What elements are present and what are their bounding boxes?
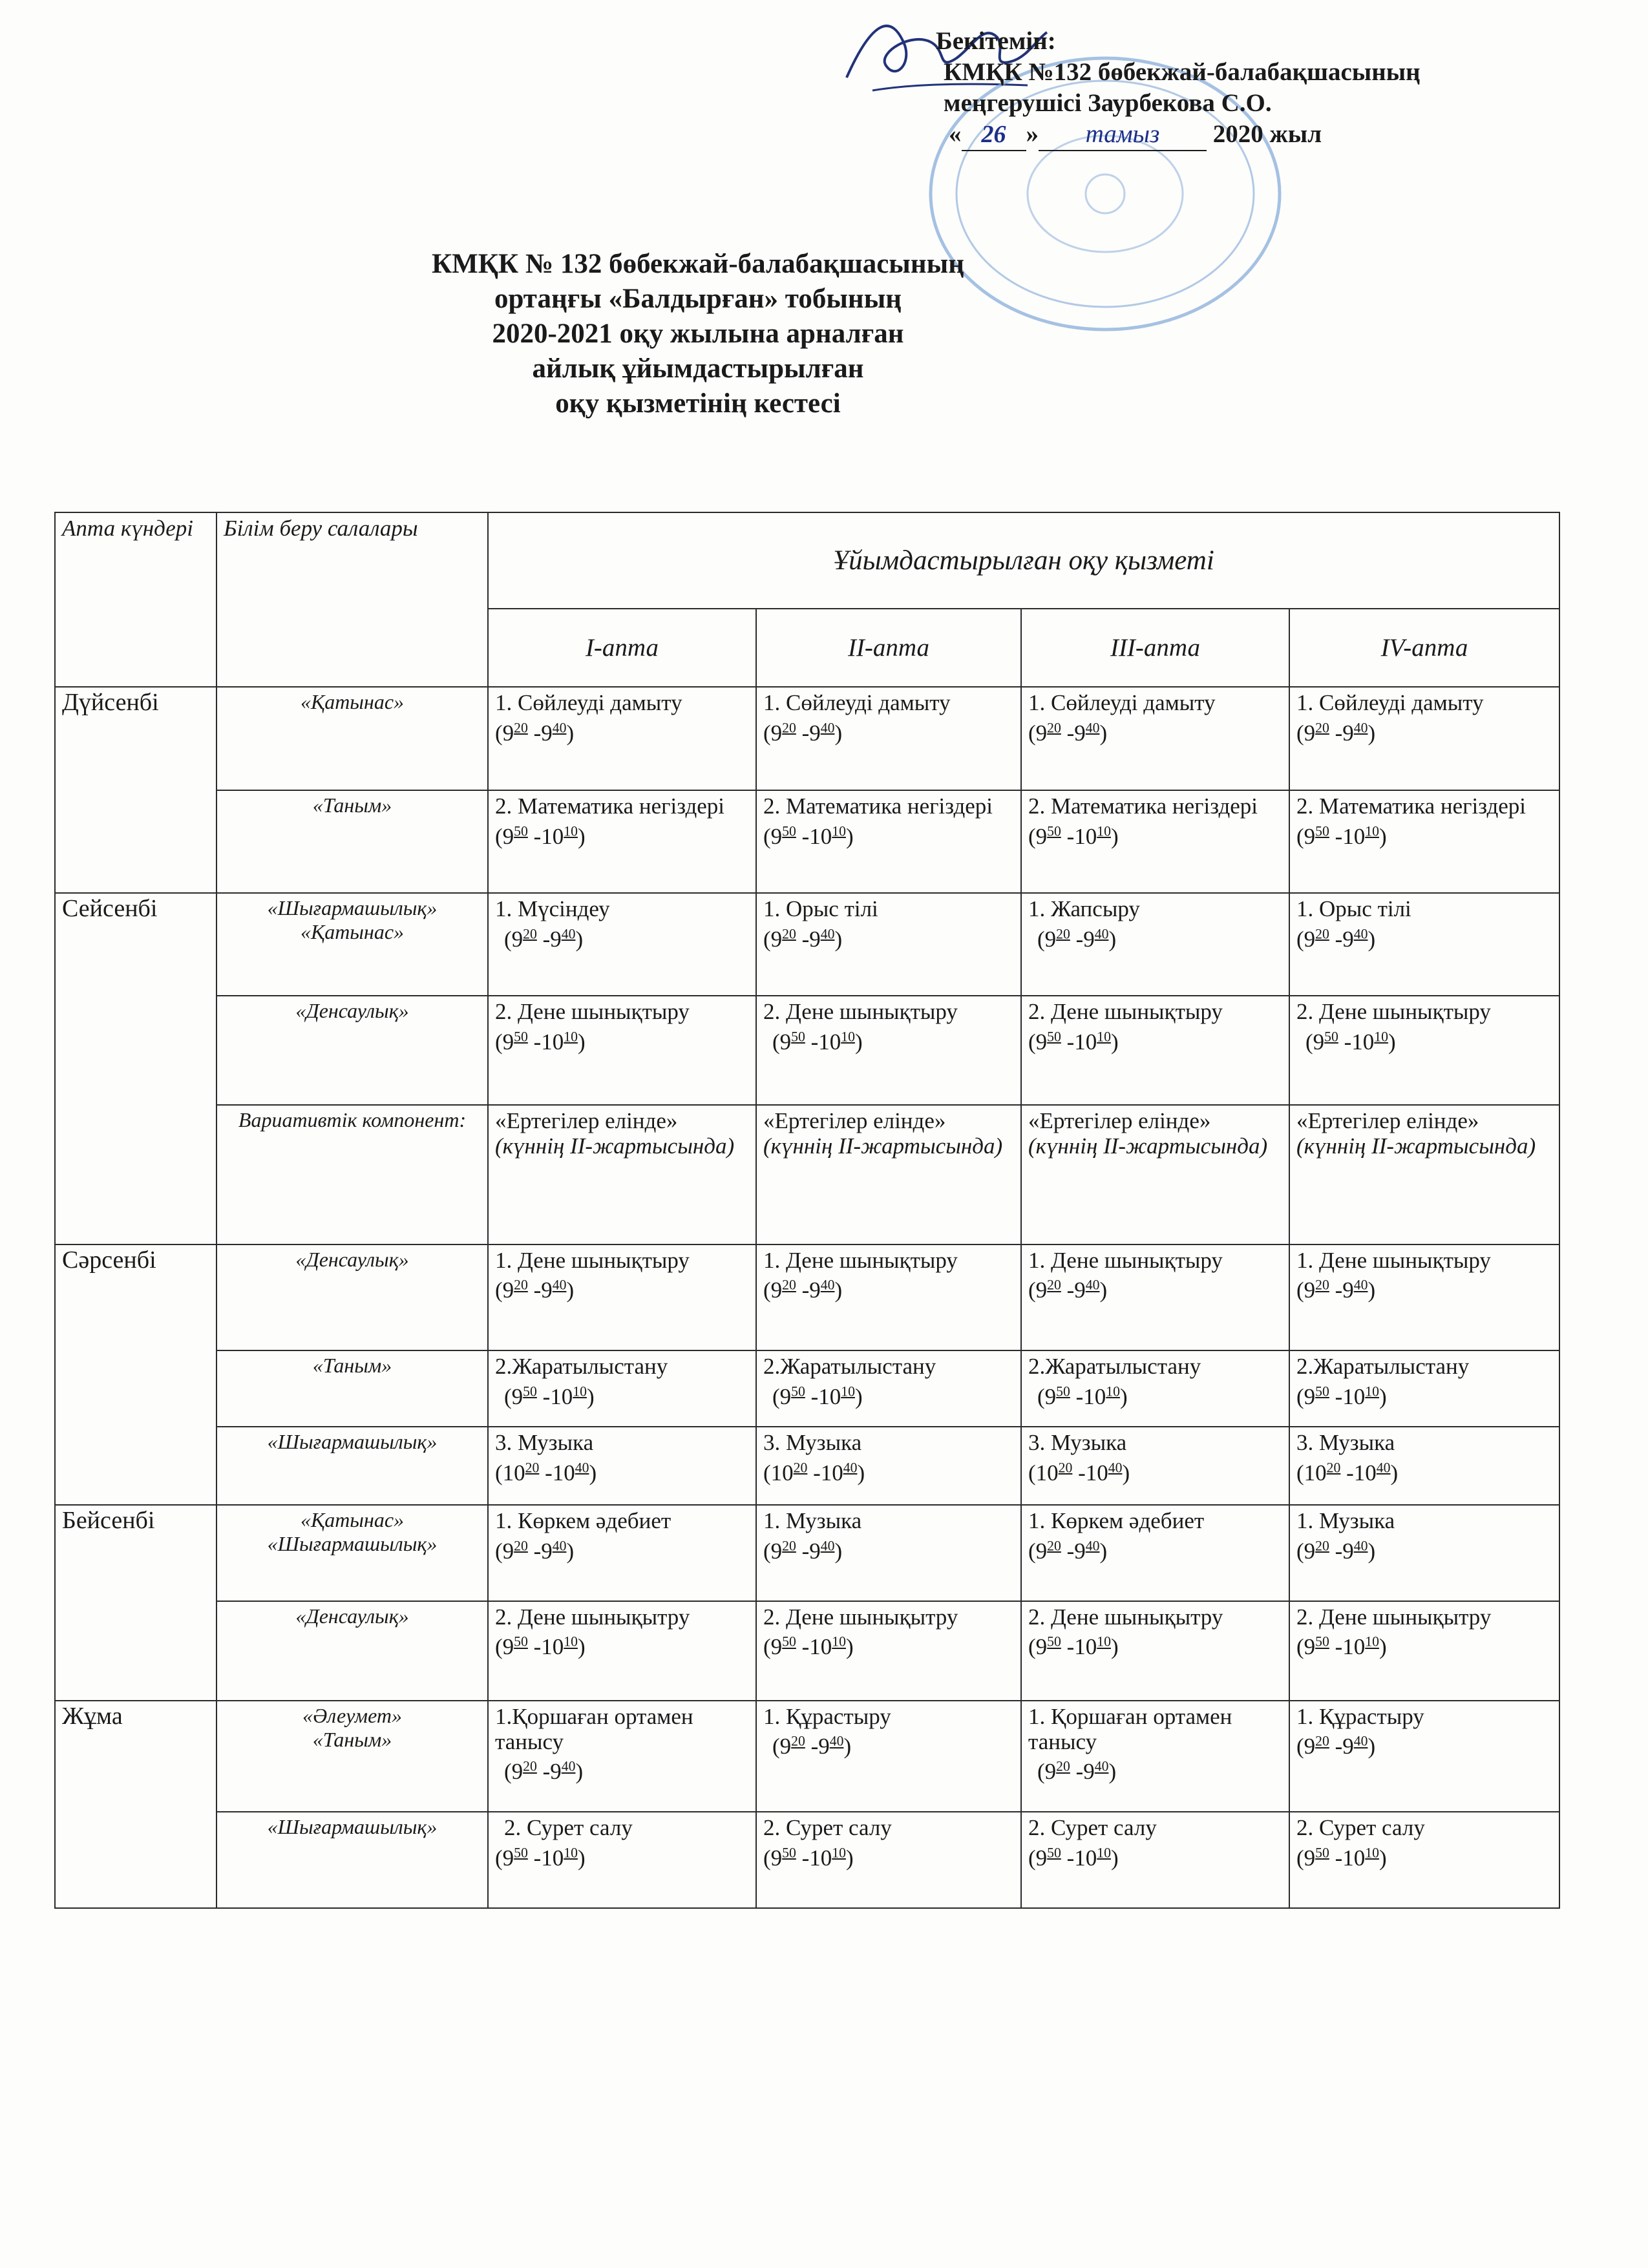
approval-org: КМҚК №132 бөбекжай-балабақшасының [944, 58, 1421, 86]
lesson-cell: 2. Дене шынықытру ($9^{50}$ $-10^{10}$) [488, 1601, 756, 1701]
approval-day: 26 [962, 119, 1026, 151]
lesson-cell: 2. Сурет салу ($9^{50}$ $-10^{10}$) [756, 1812, 1021, 1908]
lesson-cell: 2. Математика негіздері ($9^{50}$ $-10^{10}$) [756, 790, 1021, 893]
time-range: ($9^{20}$ $-9^{40}$) [1037, 1758, 1117, 1785]
title-line: КМҚК № 132 бөбекжай-балабақшасының [431, 249, 964, 279]
time-range: ($9^{20}$ $-9^{40}$) [763, 1538, 843, 1564]
time-range: ($9^{20}$ $-9^{40}$) [763, 1277, 843, 1303]
schedule-table [54, 512, 1560, 1909]
time-range: ($9^{20}$ $-9^{40}$) [1296, 1733, 1376, 1759]
table-row [55, 1505, 1559, 1601]
area-cell: «Қатынас» «Шығармашылық» [217, 1505, 488, 1601]
lesson-cell: «Ертегілер елінде» (күннің II-жартысында) [756, 1105, 1021, 1244]
approval-block [936, 26, 1634, 151]
area-cell: «Денсаулық» [217, 1244, 488, 1350]
time-range: ($9^{20}$ $-9^{40}$) [1296, 1538, 1376, 1564]
time-range: ($9^{20}$ $-9^{40}$) [1028, 719, 1108, 746]
time-range: ($9^{20}$ $-9^{40}$) [495, 1277, 575, 1303]
lesson-cell: «Ертегілер елінде» (күннің II-жартысында) [1021, 1105, 1289, 1244]
table-row [55, 1427, 1559, 1505]
time-range: ($9^{20}$ $-9^{40}$) [1028, 1538, 1108, 1564]
table-row [55, 1601, 1559, 1701]
time-range: ($9^{50}$ $-10^{10}$) [1296, 1383, 1387, 1409]
table-row [55, 1244, 1559, 1350]
time-range: ($9^{20}$ $-9^{40}$) [1037, 925, 1117, 952]
lesson-cell: 2.Жаратылыстану ($9^{50}$ $-10^{10}$) [756, 1350, 1021, 1427]
area-cell: Вариативтік компонент: [217, 1105, 488, 1244]
time-range: ($9^{20}$ $-9^{40}$) [495, 1538, 575, 1564]
time-range: ($9^{50}$ $-10^{10}$) [1296, 1845, 1387, 1871]
lesson-cell: «Ертегілер елінде» (күннің II-жартысында) [488, 1105, 756, 1244]
lesson-cell: 1. Сөйлеуді дамыту ($9^{20}$ $-9^{40}$) [1289, 687, 1559, 790]
time-range: ($9^{50}$ $-10^{10}$) [763, 1845, 854, 1871]
lesson-cell: 1. Дене шынықтыру ($9^{20}$ $-9^{40}$) [1021, 1244, 1289, 1350]
time-range: ($10^{20}$ $-10^{40}$) [495, 1459, 597, 1486]
lesson-cell: 2. Дене шынықтыру ($9^{50}$ $-10^{10}$) [1289, 996, 1559, 1105]
time-range: ($9^{20}$ $-9^{40}$) [763, 925, 843, 952]
lesson-cell: 1. Қоршаған ортамен танысу ($9^{20}$ $-9^{40}$) [1021, 1701, 1289, 1812]
lesson-cell: 1. Музыка ($9^{20}$ $-9^{40}$) [1289, 1505, 1559, 1601]
title-line: ортаңғы «Балдырған» тобының [494, 284, 902, 314]
lesson-cell: 1. Дене шынықтыру ($9^{20}$ $-9^{40}$) [1289, 1244, 1559, 1350]
lesson-cell: 1. Жапсыру ($9^{20}$ $-9^{40}$) [1021, 893, 1289, 996]
approval-heading: Бекітемін: [936, 27, 1056, 55]
lesson-cell: 2.Жаратылыстану ($9^{50}$ $-10^{10}$) [1289, 1350, 1559, 1427]
time-range: ($9^{50}$ $-10^{10}$) [763, 1633, 854, 1660]
area-cell: «Таным» [217, 790, 488, 893]
lesson-cell: 1. Құрастыру ($9^{20}$ $-9^{40}$) [1289, 1701, 1559, 1812]
lesson-cell: 1. Құрастыру ($9^{20}$ $-9^{40}$) [756, 1701, 1021, 1812]
time-range: ($9^{20}$ $-9^{40}$) [763, 719, 843, 746]
header-activity: Ұйымдастырылған оқу қызметі [488, 512, 1559, 609]
lesson-cell: 3. Музыка ($10^{20}$ $-10^{40}$) [756, 1427, 1021, 1505]
title-line: оқу қызметінің кестесі [555, 388, 841, 419]
lesson-cell: 1. Сөйлеуді дамыту ($9^{20}$ $-9^{40}$) [756, 687, 1021, 790]
time-range: ($9^{50}$ $-10^{10}$) [1296, 823, 1387, 849]
lesson-cell: 2. Сурет салу ($9^{50}$ $-10^{10}$) [1021, 1812, 1289, 1908]
area-cell: «Шығармашылық» [217, 1812, 488, 1908]
lesson-cell: «Ертегілер елінде» (күннің II-жартысында) [1289, 1105, 1559, 1244]
time-range: ($9^{50}$ $-10^{10}$) [1028, 1633, 1119, 1660]
header-week: III-апта [1021, 609, 1289, 687]
lesson-cell: 2. Сурет салу ($9^{50}$ $-10^{10}$) [488, 1812, 756, 1908]
lesson-cell: 3. Музыка ($10^{20}$ $-10^{40}$) [1289, 1427, 1559, 1505]
lesson-cell: 2. Математика негіздері ($9^{50}$ $-10^{10}$) [1289, 790, 1559, 893]
time-range: ($9^{50}$ $-10^{10}$) [1028, 1845, 1119, 1871]
lesson-cell: 2. Дене шынықтыру ($9^{50}$ $-10^{10}$) [488, 996, 756, 1105]
area-cell: «Шығармашылық» [217, 1427, 488, 1505]
time-range: ($9^{50}$ $-10^{10}$) [495, 1029, 586, 1055]
lesson-cell: 1. Дене шынықтыру ($9^{20}$ $-9^{40}$) [756, 1244, 1021, 1350]
time-range: ($9^{20}$ $-9^{40}$) [495, 719, 575, 746]
time-range: ($9^{20}$ $-9^{40}$) [504, 1758, 584, 1785]
area-cell: «Қатынас» [217, 687, 488, 790]
table-row [55, 996, 1559, 1105]
area-cell: «Әлеумет» «Таным» [217, 1701, 488, 1812]
lesson-cell: 2.Жаратылыстану ($9^{50}$ $-10^{10}$) [488, 1350, 756, 1427]
time-range: ($9^{20}$ $-9^{40}$) [1028, 1277, 1108, 1303]
time-range: ($9^{50}$ $-10^{10}$) [772, 1383, 863, 1409]
lesson-cell: 1. Мүсіндеу ($9^{20}$ $-9^{40}$) [488, 893, 756, 996]
time-range: ($9^{50}$ $-10^{10}$) [495, 823, 586, 849]
time-range: ($10^{20}$ $-10^{40}$) [763, 1459, 865, 1486]
table-row [55, 1701, 1559, 1812]
lesson-cell: 2. Сурет салу ($9^{50}$ $-10^{10}$) [1289, 1812, 1559, 1908]
approval-head: меңгерушісі Заурбекова С.О. [944, 89, 1272, 117]
table-row [55, 1105, 1559, 1244]
time-range: ($9^{20}$ $-9^{40}$) [1296, 1277, 1376, 1303]
table-row [55, 790, 1559, 893]
area-cell: «Шығармашылық» «Қатынас» [217, 893, 488, 996]
lesson-cell: 1. Көркем әдебиет ($9^{20}$ $-9^{40}$) [1021, 1505, 1289, 1601]
time-range: ($9^{50}$ $-10^{10}$) [1296, 1633, 1387, 1660]
time-range: ($10^{20}$ $-10^{40}$) [1296, 1459, 1399, 1486]
time-range: ($9^{50}$ $-10^{10}$) [495, 1845, 586, 1871]
lesson-cell: 2. Дене шынықтыру ($9^{50}$ $-10^{10}$) [1021, 996, 1289, 1105]
day-cell: Жұма [55, 1701, 217, 1908]
lesson-cell: 2. Математика негіздері ($9^{50}$ $-10^{10}$) [488, 790, 756, 893]
lesson-cell: 2. Дене шынықытру ($9^{50}$ $-10^{10}$) [1289, 1601, 1559, 1701]
time-range: ($9^{50}$ $-10^{10}$) [504, 1383, 595, 1409]
area-cell: «Таным» [217, 1350, 488, 1427]
header-week: IV-апта [1289, 609, 1559, 687]
time-range: ($9^{20}$ $-9^{40}$) [1296, 925, 1376, 952]
table-row [55, 687, 1559, 790]
time-range: ($10^{20}$ $-10^{40}$) [1028, 1459, 1130, 1486]
header-days: Апта күндері [55, 512, 217, 687]
lesson-cell: 1. Сөйлеуді дамыту ($9^{20}$ $-9^{40}$) [488, 687, 756, 790]
time-range: ($9^{50}$ $-10^{10}$) [1028, 1029, 1119, 1055]
header-areas: Білім беру салалары [217, 512, 488, 687]
lesson-cell: 2. Дене шынықтыру ($9^{50}$ $-10^{10}$) [756, 996, 1021, 1105]
lesson-cell: 1. Орыс тілі ($9^{20}$ $-9^{40}$) [756, 893, 1021, 996]
lesson-cell: 3. Музыка ($10^{20}$ $-10^{40}$) [1021, 1427, 1289, 1505]
day-cell: Дүйсенбі [55, 687, 217, 893]
time-range: ($9^{50}$ $-10^{10}$) [495, 1633, 586, 1660]
lesson-cell: 2.Жаратылыстану ($9^{50}$ $-10^{10}$) [1021, 1350, 1289, 1427]
lesson-cell: 1. Музыка ($9^{20}$ $-9^{40}$) [756, 1505, 1021, 1601]
time-range: ($9^{20}$ $-9^{40}$) [504, 925, 584, 952]
time-range: ($9^{50}$ $-10^{10}$) [1037, 1383, 1128, 1409]
title-line: айлық ұйымдастырылған [532, 353, 864, 384]
approval-date: « 26 » тамыз 2020 жыл [936, 119, 1634, 151]
time-range: ($9^{50}$ $-10^{10}$) [772, 1029, 863, 1055]
table-row [55, 1812, 1559, 1908]
header-week: II-апта [756, 609, 1021, 687]
lesson-cell: 1. Орыс тілі ($9^{20}$ $-9^{40}$) [1289, 893, 1559, 996]
lesson-cell: 2. Дене шынықытру ($9^{50}$ $-10^{10}$) [756, 1601, 1021, 1701]
table-row [55, 893, 1559, 996]
lesson-cell: 1. Сөйлеуді дамыту ($9^{20}$ $-9^{40}$) [1021, 687, 1289, 790]
lesson-cell: 1. Көркем әдебиет ($9^{20}$ $-9^{40}$) [488, 1505, 756, 1601]
document-title [284, 247, 1112, 421]
area-cell: «Денсаулық» [217, 1601, 488, 1701]
time-range: ($9^{50}$ $-10^{10}$) [1028, 823, 1119, 849]
time-range: ($9^{20}$ $-9^{40}$) [1296, 719, 1376, 746]
table-row [55, 1350, 1559, 1427]
approval-year: 2020 жыл [1212, 120, 1322, 148]
day-cell: Бейсенбі [55, 1505, 217, 1701]
day-cell: Сәрсенбі [55, 1244, 217, 1505]
lesson-cell: 3. Музыка ($10^{20}$ $-10^{40}$) [488, 1427, 756, 1505]
time-range: ($9^{20}$ $-9^{40}$) [772, 1733, 852, 1759]
approval-month: тамыз [1039, 119, 1207, 151]
title-line: 2020-2021 оқу жылына арналған [492, 319, 904, 349]
header-week: I-апта [488, 609, 756, 687]
day-cell: Сейсенбі [55, 893, 217, 1244]
lesson-cell: 2. Математика негіздері ($9^{50}$ $-10^{10}$) [1021, 790, 1289, 893]
lesson-cell: 1. Дене шынықтыру ($9^{20}$ $-9^{40}$) [488, 1244, 756, 1350]
lesson-cell: 2. Дене шынықытру ($9^{50}$ $-10^{10}$) [1021, 1601, 1289, 1701]
time-range: ($9^{50}$ $-10^{10}$) [763, 823, 854, 849]
time-range: ($9^{50}$ $-10^{10}$) [1305, 1029, 1396, 1055]
area-cell: «Денсаулық» [217, 996, 488, 1105]
lesson-cell: 1.Қоршаған ортамен танысу ($9^{20}$ $-9^{40}$) [488, 1701, 756, 1812]
